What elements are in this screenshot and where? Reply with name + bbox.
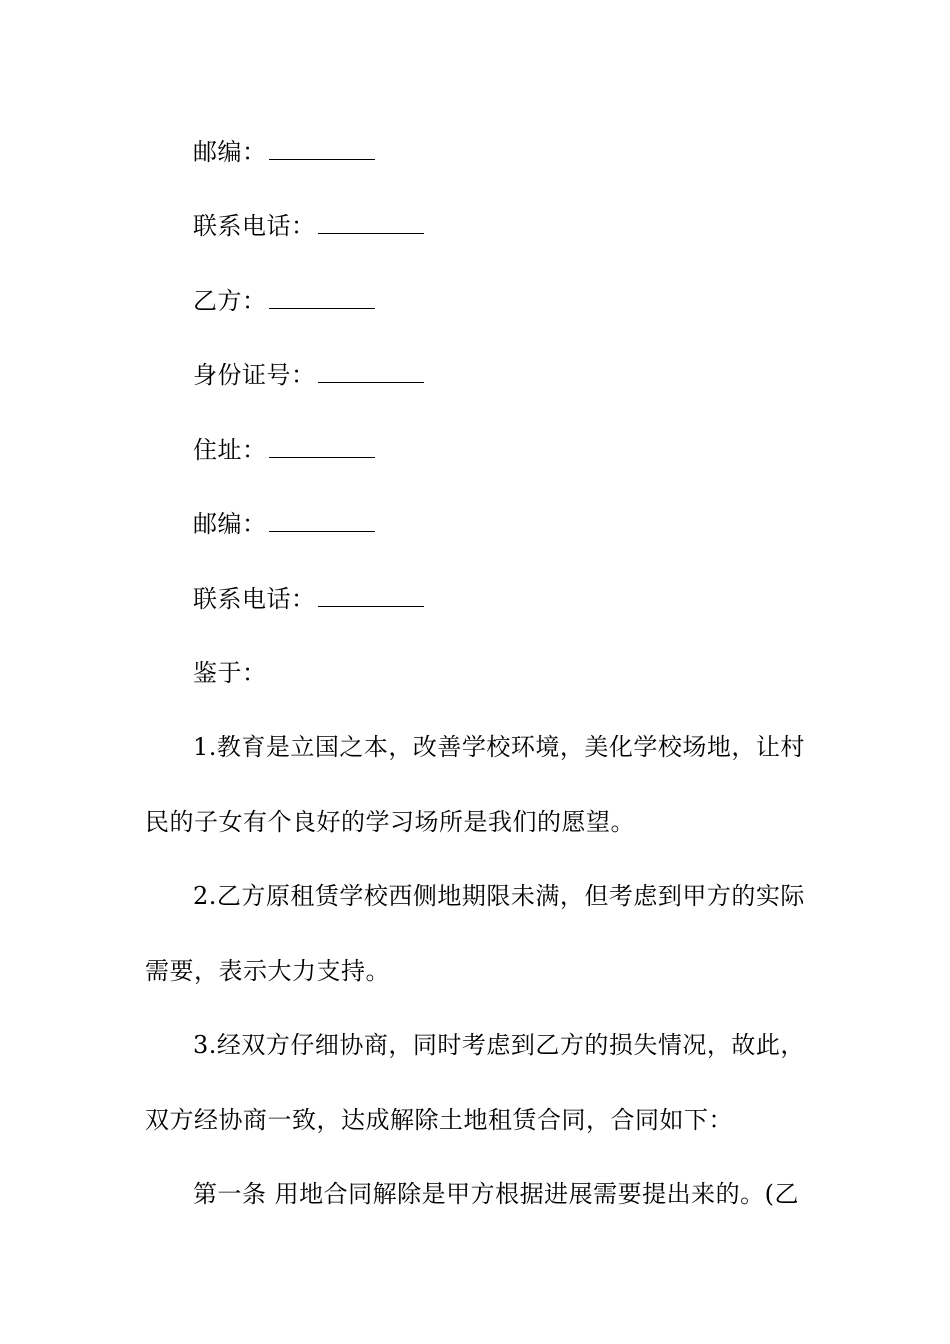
address-blank (269, 437, 375, 458)
party-a-phone-line (193, 210, 424, 242)
phone-blank (318, 213, 424, 234)
whereas-item-1-line-2: 民的子女有个良好的学习场所是我们的愿望。 (145, 808, 635, 836)
party-b-id-line (193, 359, 424, 391)
party-b-postcode-line (193, 508, 375, 540)
postcode-label: 邮编： (193, 138, 267, 166)
whereas-heading: 鉴于： (193, 659, 267, 687)
whereas-item-3-line-2: 双方经协商一致，达成解除土地租赁合同，合同如下： (145, 1106, 733, 1134)
party-b-address-line (193, 434, 375, 466)
party-b-blank (269, 288, 375, 309)
phone-label: 联系电话： (193, 585, 316, 613)
address-label: 住址： (193, 436, 267, 464)
id-number-label: 身份证号： (193, 361, 316, 389)
whereas-item-3-line-1: 3.经双方仔细协商，同时考虑到乙方的损失情况，故此， (193, 1031, 805, 1059)
phone-label: 联系电话： (193, 212, 316, 240)
whereas-item-1-line-1: 1.教育是立国之本，改善学校环境，美化学校场地，让村 (193, 733, 805, 761)
party-a-postcode-line (193, 136, 375, 168)
phone-blank (318, 586, 424, 607)
postcode-blank (269, 511, 375, 532)
whereas-item-2-line-1: 2.乙方原租赁学校西侧地期限未满，但考虑到甲方的实际 (193, 882, 805, 910)
party-b-phone-line (193, 583, 424, 615)
article-1-line-1: 第一条 用地合同解除是甲方根据进展需要提出来的。(乙 (193, 1180, 799, 1208)
party-b-label: 乙方： (193, 287, 267, 315)
postcode-blank (269, 139, 375, 160)
party-b-name-line (193, 285, 375, 317)
id-number-blank (318, 362, 424, 383)
whereas-item-2-line-2: 需要，表示大力支持。 (145, 957, 390, 985)
postcode-label: 邮编： (193, 510, 267, 538)
